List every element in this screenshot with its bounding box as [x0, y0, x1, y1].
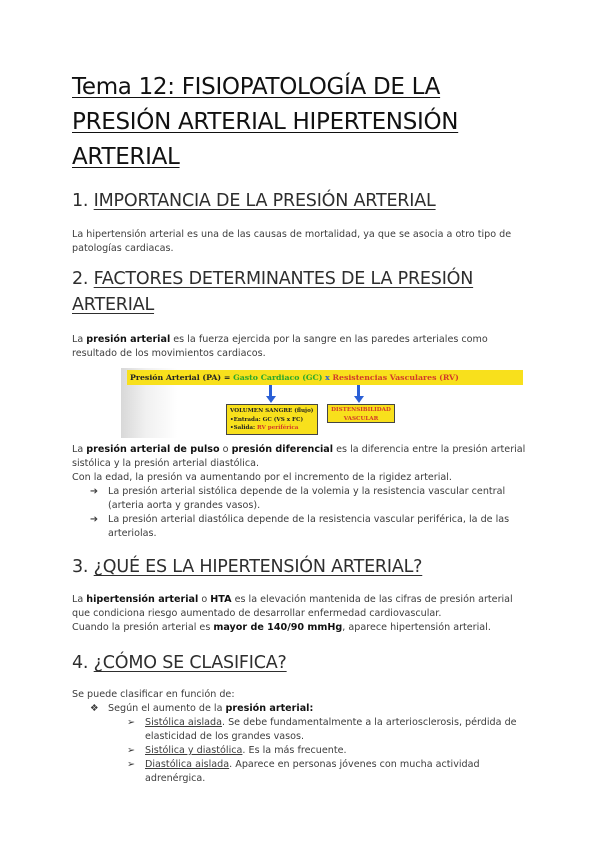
- formula-pa: Presión Arterial (PA) =: [130, 373, 234, 382]
- arrow-right-icon: ➔: [90, 486, 99, 497]
- volume-box-line-1: VOLUMEN SANGRE (flujo): [230, 408, 314, 414]
- formula-rv: Resistencias Vasculares (RV): [332, 373, 459, 382]
- diamond-bullet-icon: ❖: [90, 703, 99, 714]
- classification-text: . Se debe fundamentalmente a la arteriosclerosis, pérdida de elasticidad de los grandes vasos.: [145, 717, 517, 742]
- distensibility-box-line-1: DISTENSIBILIDAD: [331, 407, 391, 413]
- classification-term: Sistólica y diastólica: [145, 745, 243, 756]
- section-1-title: IMPORTANCIA DE LA PRESIÓN ARTERIAL: [93, 191, 436, 211]
- text-run: La: [72, 594, 87, 605]
- text-run: La: [72, 334, 87, 345]
- distensibility-box-line-2: VASCULAR: [343, 415, 379, 422]
- arrowhead-bullet-icon: ➢: [127, 759, 136, 770]
- bullet-text: La presión arterial diastólica depende de la resistencia vascular periférica, la de las arteriolas.: [108, 514, 510, 539]
- term-hipertension: hipertensión arterial: [86, 594, 199, 605]
- section-2-paragraph-3: Con la edad, la presión va aumentando por el incremento de la rigidez arterial.: [72, 472, 452, 483]
- section-2-paragraph-2: [72, 443, 527, 470]
- section-3-heading: [72, 553, 422, 581]
- pressure-formula-diagram: [125, 368, 525, 438]
- arrow-right-icon: ➔: [90, 514, 99, 525]
- arrowhead-bullet-icon: ➢: [127, 717, 136, 728]
- section-2-heading: [72, 266, 473, 318]
- term-presion-arterial: presión arterial: [86, 334, 171, 345]
- distensibility-box: [327, 404, 395, 423]
- classification-term: Sistólica aislada: [145, 717, 222, 728]
- level-1-item: [90, 702, 526, 716]
- section-3-title: ¿QUÉ ES LA HIPERTENSIÓN ARTERIAL?: [93, 557, 423, 577]
- section-1-heading: [72, 187, 436, 215]
- term-diferencial: presión diferencial: [231, 444, 334, 455]
- arrow-down-icon: [354, 396, 364, 403]
- classification-text: . Es la más frecuente.: [242, 745, 347, 756]
- classification-item: [127, 758, 527, 785]
- text-run: o: [198, 594, 211, 605]
- section-4-title: ¿CÓMO SE CLASIFICA?: [93, 653, 287, 673]
- classification-text: . Aparece en personas jóvenes con mucha actividad adrenérgica.: [145, 759, 480, 784]
- bullet-text: La presión arterial sistólica depende de la volemia y la resistencia vascular central (arteria aorta y grandes vasos).: [108, 486, 506, 511]
- text-run: , aparece hipertensión arterial.: [342, 622, 491, 633]
- text-run: o: [219, 444, 232, 455]
- section-4-number: 4.: [72, 653, 89, 673]
- formula-gc: Gasto Cardiaco (GC): [233, 373, 323, 382]
- text-run: es la elevación mantenida de las cifras de presión arterial que condiciona riesgo aumentado de desarrollar enfermedad cardiovascular.: [72, 594, 513, 619]
- section-4-heading: [72, 649, 287, 677]
- bullet-item: [90, 513, 526, 540]
- section-2-paragraph-1: [72, 333, 527, 360]
- arrowhead-bullet-icon: ➢: [127, 745, 136, 756]
- section-4-intro: Se puede clasificar en función de:: [72, 689, 235, 700]
- section-3-paragraph-2: [72, 621, 527, 635]
- section-1-number: 1.: [72, 191, 89, 211]
- page-title: Tema 12: FISIOPATOLOGÍA DE LA PRESIÓN ARTERIAL HIPERTENSIÓN ARTERIAL: [72, 74, 459, 170]
- term-pulso: presión arterial de pulso: [86, 444, 220, 455]
- section-3-number: 3.: [72, 557, 89, 577]
- text-run: RV periférica: [257, 425, 299, 431]
- section-3-paragraph-1: [72, 593, 527, 620]
- classification-item: [127, 716, 527, 743]
- classification-term: Diastólica aislada: [145, 759, 230, 770]
- classification-item: [127, 744, 527, 758]
- text-run: La: [72, 444, 87, 455]
- section-2-number: 2.: [72, 269, 89, 289]
- section-1-paragraph: La hipertensión arterial es una de las causas de mortalidad, ya que se asocia a otro tipo de patologías cardiacas.: [72, 229, 512, 254]
- text-run: es la fuerza ejercida por la sangre en las paredes arteriales como resultado de los movimientos cardiacos.: [72, 334, 488, 359]
- volume-box-line-2: •Entrada: GC (VS x FC): [230, 416, 304, 423]
- section-2-title-a: FACTORES DETERMINANTES DE LA PRESIÓN: [93, 269, 474, 289]
- text-run: •Salida:: [230, 425, 258, 431]
- term-threshold: mayor de 140/90 mmHg: [213, 622, 343, 633]
- arrow-down-icon: [266, 396, 276, 403]
- text-run: es la diferencia entre la presión arterial sistólica y la presión arterial diastólica.: [72, 444, 526, 469]
- formula-bar: [127, 370, 523, 385]
- volume-box: [226, 404, 318, 435]
- section-2-title-b: ARTERIAL: [72, 295, 155, 315]
- volume-box-line-3: [230, 424, 314, 433]
- bullet-item: [90, 485, 526, 512]
- term-presion-arterial: presión arterial:: [225, 703, 314, 714]
- text-run: Según el aumento de la: [108, 703, 226, 714]
- formula-times: x: [322, 373, 333, 382]
- term-hta: HTA: [210, 594, 232, 605]
- text-run: Cuando la presión arterial es: [72, 622, 214, 633]
